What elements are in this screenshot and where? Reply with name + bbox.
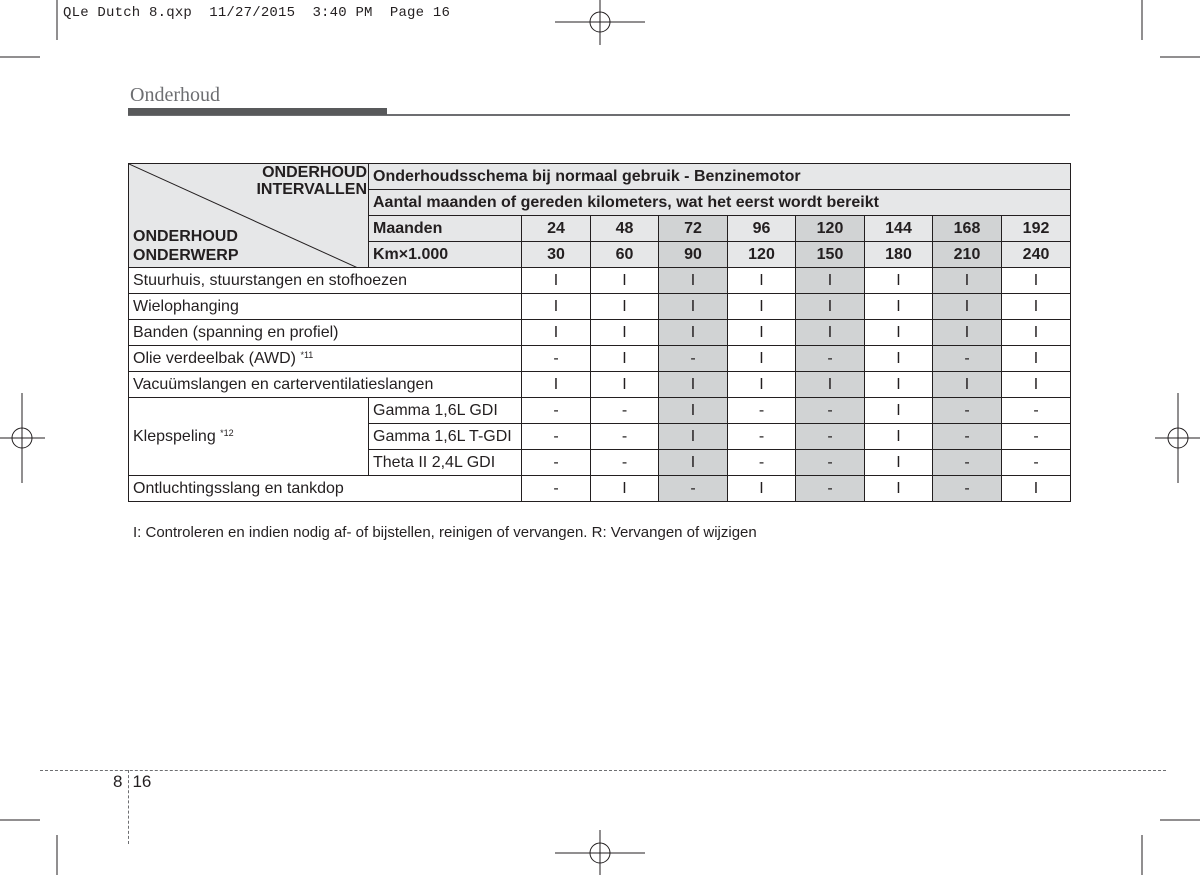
value-cell: I [796, 372, 865, 398]
value-cell: I [728, 268, 796, 294]
value-cell: - [522, 476, 591, 502]
value-cell: - [522, 398, 591, 424]
value-cell: I [796, 294, 865, 320]
row-label: Ontluchtingsslang en tankdop [129, 476, 522, 502]
table-row [129, 320, 1071, 346]
engine-label: Theta II 2,4L GDI [369, 450, 522, 476]
km-label: Km×1.000 [369, 242, 522, 268]
value-cell: - [1002, 450, 1071, 476]
maintenance-schedule-table [128, 163, 1071, 502]
footnote-ref: *11 [300, 350, 314, 360]
value-cell: I [1002, 372, 1071, 398]
row-label: Wielophanging [129, 294, 522, 320]
value-cell: - [728, 450, 796, 476]
row-label: Banden (spanning en profiel) [129, 320, 522, 346]
schedule-subtitle: Aantal maanden of gereden kilometers, wat het eerst wordt bereikt [369, 190, 1071, 216]
table-row [129, 268, 1071, 294]
months-cell: 24 [522, 216, 591, 242]
value-cell: I [728, 320, 796, 346]
months-cell: 48 [591, 216, 659, 242]
row-label: Olie verdeelbak (AWD) $^{*11}$ [129, 346, 522, 372]
value-cell: I [933, 268, 1002, 294]
table-row [129, 294, 1071, 320]
registration-mark-left [0, 393, 45, 483]
row-label: Vacuümslangen en carterventilatieslangen [129, 372, 522, 398]
value-cell: I [522, 320, 591, 346]
value-cell: - [522, 450, 591, 476]
chapter-number: 8 [113, 772, 123, 791]
table-row [129, 372, 1071, 398]
value-cell: I [659, 450, 728, 476]
value-cell: - [728, 424, 796, 450]
table-footnote: I: Controleren en indien nodig af- of bijstellen, reinigen of vervangen. R: Vervangen of wijzigen [133, 524, 757, 541]
section-title: Onderhoud [130, 84, 220, 106]
value-cell: I [659, 372, 728, 398]
value-cell: I [1002, 476, 1071, 502]
value-cell: - [659, 346, 728, 372]
value-cell: I [728, 346, 796, 372]
footer-dashed-rule [40, 770, 1166, 771]
klepspeling-label: Klepspeling $^{*12}$ [129, 398, 369, 476]
value-cell: I [933, 372, 1002, 398]
table-row [129, 398, 1071, 424]
km-cell: 180 [865, 242, 933, 268]
value-cell: I [522, 372, 591, 398]
value-cell: - [591, 424, 659, 450]
schedule-title: Onderhoudsschema bij normaal gebruik - Benzinemotor [369, 164, 1071, 190]
value-cell: - [1002, 424, 1071, 450]
value-cell: - [933, 450, 1002, 476]
value-cell: I [591, 294, 659, 320]
table-row [129, 346, 1071, 372]
page-index: 16 [132, 772, 152, 791]
km-cell: 60 [591, 242, 659, 268]
footnote-ref: *12 [220, 428, 234, 438]
engine-label: Gamma 1,6L T-GDI [369, 424, 522, 450]
value-cell: I [796, 268, 865, 294]
table-row [129, 476, 1071, 502]
value-cell: - [796, 346, 865, 372]
value-cell: - [933, 346, 1002, 372]
value-cell: - [728, 398, 796, 424]
months-cell: 192 [1002, 216, 1071, 242]
value-cell: - [1002, 398, 1071, 424]
value-cell: I [728, 294, 796, 320]
value-cell: I [865, 320, 933, 346]
page-number [113, 772, 151, 792]
print-slug-line: QLe Dutch 8.qxp 11/27/2015 3:40 PM Page 16 [63, 5, 451, 21]
value-cell: - [796, 476, 865, 502]
value-cell: I [865, 372, 933, 398]
km-cell: 30 [522, 242, 591, 268]
value-cell: I [865, 398, 933, 424]
value-cell: I [591, 268, 659, 294]
value-cell: I [1002, 320, 1071, 346]
value-cell: - [796, 424, 865, 450]
value-cell: I [865, 424, 933, 450]
value-cell: I [591, 346, 659, 372]
value-cell: I [659, 320, 728, 346]
value-cell: I [865, 476, 933, 502]
km-cell: 150 [796, 242, 865, 268]
value-cell: - [933, 476, 1002, 502]
table-row [129, 164, 1071, 190]
corner-intervals-label: ONDERHOUD INTERVALLEN [256, 164, 367, 198]
row-label: Stuurhuis, stuurstangen en stofhoezen [129, 268, 522, 294]
months-cell: 120 [796, 216, 865, 242]
registration-mark-top [555, 0, 645, 45]
km-cell: 210 [933, 242, 1002, 268]
value-cell: I [659, 398, 728, 424]
value-cell: - [522, 424, 591, 450]
value-cell: - [522, 346, 591, 372]
header-rule-accent [128, 108, 387, 115]
months-cell: 144 [865, 216, 933, 242]
corner-subject-label: ONDERHOUD ONDERWERP [133, 228, 239, 264]
value-cell: I [865, 450, 933, 476]
value-cell: I [591, 476, 659, 502]
value-cell: I [522, 268, 591, 294]
value-cell: I [659, 424, 728, 450]
km-cell: 240 [1002, 242, 1071, 268]
months-cell: 96 [728, 216, 796, 242]
value-cell: I [522, 294, 591, 320]
value-cell: I [1002, 294, 1071, 320]
value-cell: I [728, 372, 796, 398]
value-cell: - [591, 398, 659, 424]
value-cell: I [728, 476, 796, 502]
value-cell: I [865, 294, 933, 320]
registration-mark-bottom [555, 830, 645, 875]
value-cell: I [1002, 346, 1071, 372]
value-cell: I [865, 268, 933, 294]
value-cell: I [659, 294, 728, 320]
value-cell: - [591, 450, 659, 476]
value-cell: - [796, 398, 865, 424]
registration-mark-right [1155, 393, 1200, 483]
table-corner-cell [129, 164, 369, 268]
value-cell: I [865, 346, 933, 372]
engine-label: Gamma 1,6L GDI [369, 398, 522, 424]
value-cell: I [796, 320, 865, 346]
value-cell: I [933, 320, 1002, 346]
value-cell: - [933, 424, 1002, 450]
value-cell: I [591, 372, 659, 398]
value-cell: I [933, 294, 1002, 320]
value-cell: I [659, 268, 728, 294]
km-cell: 120 [728, 242, 796, 268]
value-cell: I [591, 320, 659, 346]
months-cell: 72 [659, 216, 728, 242]
months-label: Maanden [369, 216, 522, 242]
km-cell: 90 [659, 242, 728, 268]
value-cell: - [796, 450, 865, 476]
months-cell: 168 [933, 216, 1002, 242]
value-cell: I [1002, 268, 1071, 294]
value-cell: - [659, 476, 728, 502]
value-cell: - [933, 398, 1002, 424]
